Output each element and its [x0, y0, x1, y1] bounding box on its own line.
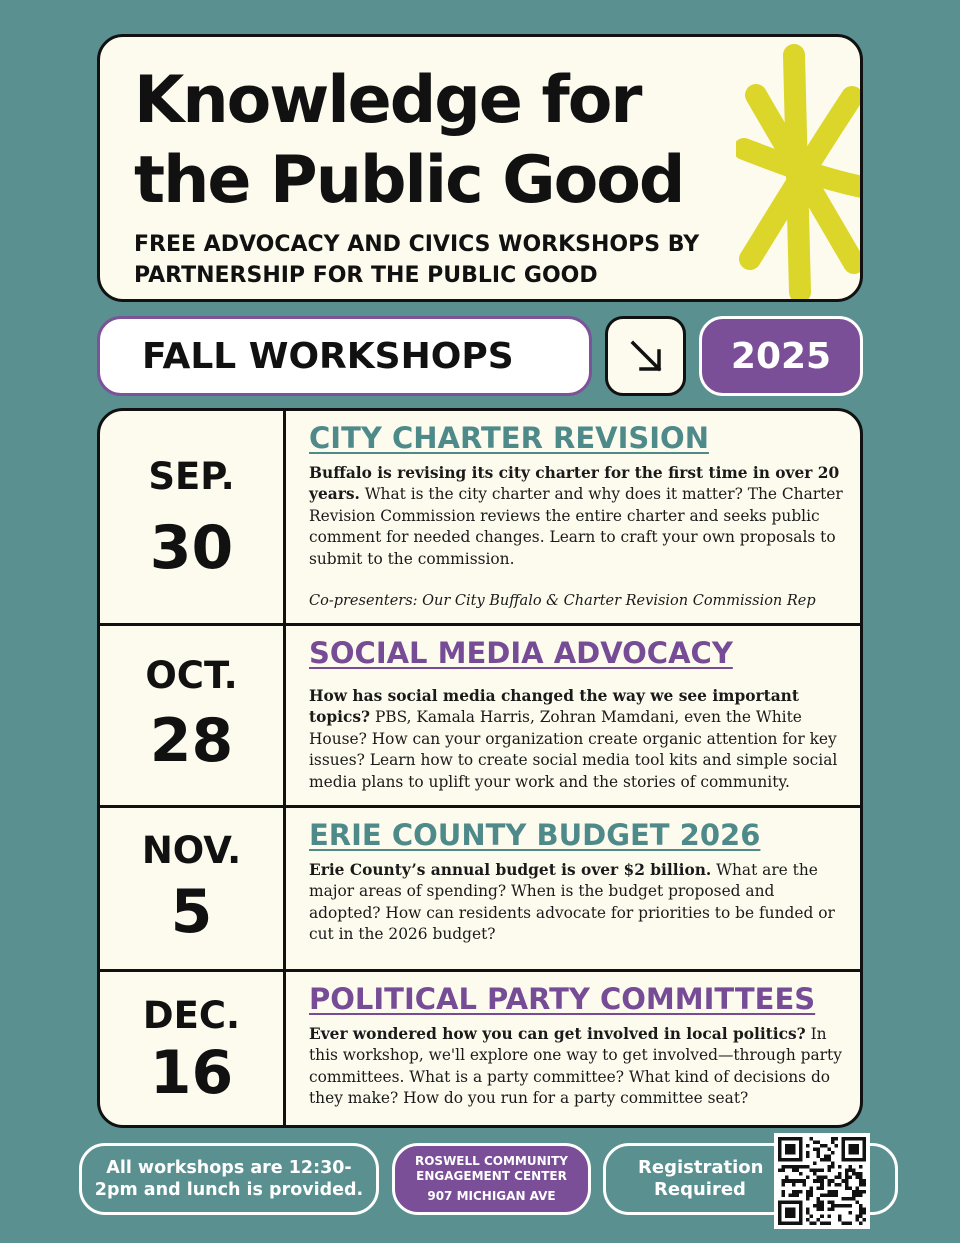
- workshop-title: SOCIAL MEDIA ADVOCACY: [309, 636, 733, 670]
- workshop-title: CITY CHARTER REVISION: [309, 421, 709, 455]
- workshop-body: What is the city charter and why does it matter? The Charter Revision Commission reviews the entire charter and seeks public comment for needed changes. Learn to craft your own proposals to submit to the commission.: [309, 485, 843, 568]
- workshop-lead: How has social media changed the way we see important topics?: [309, 687, 799, 727]
- page-subtitle: FREE ADVOCACY AND CIVICS WORKSHOPS BY PARTNERSHIP FOR THE PUBLIC GOOD: [134, 232, 700, 288]
- workshop-description: [309, 686, 849, 793]
- workshop-body: What are the major areas of spending? When is the budget proposed and adopted? How can residents advocate for priorities to be funded or cut in the 2026 budget?: [309, 861, 835, 944]
- workshop-day: 30: [149, 513, 234, 583]
- location-address: 907 MICHIGAN AVE: [427, 1189, 556, 1203]
- workshop-month: NOV.: [141, 828, 242, 872]
- workshop-lead: Buffalo is revising its city charter for the first time in over 20 years.: [309, 464, 840, 504]
- year-badge: 2025: [699, 316, 863, 396]
- workshop-date: [100, 972, 286, 1128]
- workshop-lead: Ever wondered how you can get involved in local politics?: [309, 1025, 806, 1043]
- header-card: [97, 34, 863, 302]
- qr-code-icon[interactable]: [774, 1133, 870, 1229]
- workshop-info: [309, 419, 849, 611]
- workshop-day: 28: [149, 705, 234, 776]
- workshop-title: ERIE COUNTY BUDGET 2026: [309, 818, 761, 852]
- workshop-month: SEP.: [148, 455, 235, 498]
- arrow-down-right-icon: [629, 339, 663, 373]
- qr-code-pattern: [778, 1137, 866, 1225]
- location-badge: [392, 1143, 591, 1215]
- workshop-copresenters: Co-presenters: Our City Buffalo & Charter Revision Commission Rep: [309, 593, 816, 610]
- workshop-schedule: [97, 408, 863, 1128]
- workshop-day: 5: [170, 876, 213, 947]
- workshop-lead: Erie County’s annual budget is over $2 billion.: [309, 861, 712, 879]
- workshop-month: DEC.: [142, 993, 241, 1037]
- workshop-description: [309, 1024, 849, 1110]
- page-title: Knowledge for the Public Good: [134, 63, 684, 218]
- workshop-month: OCT.: [145, 653, 238, 697]
- workshop-body: In this workshop, we'll explore one way to get involved—through party committees. What is a party committee? What kind of decisions do they make? How do you run for a party committee seat?: [309, 1025, 842, 1108]
- workshop-row: [100, 623, 860, 805]
- workshop-info: [309, 980, 849, 1110]
- workshop-row: [100, 969, 860, 1128]
- workshop-date: [100, 808, 286, 969]
- location-name: ROSWELL COMMUNITY ENGAGEMENT CENTER: [414, 1154, 568, 1183]
- workshop-description: [309, 463, 849, 570]
- workshop-day: 16: [149, 1037, 234, 1108]
- workshop-date: [100, 411, 286, 623]
- workshop-date: [100, 626, 286, 805]
- workshop-info: [309, 816, 849, 946]
- workshop-title: POLITICAL PARTY COMMITTEES: [309, 982, 816, 1016]
- registration-label: Registration Required: [638, 1157, 764, 1200]
- workshop-body: PBS, Kamala Harris, Zohran Mamdani, even the White House? How can your organization create organic attention for key issues? Learn how to create social media tool kits and simple social media plans to uplift your work and the stories of community.: [309, 708, 838, 791]
- time-note: All workshops are 12:30-2pm and lunch is provided.: [79, 1143, 379, 1215]
- season-label: FALL WORKSHOPS: [97, 316, 592, 396]
- workshop-row: [100, 805, 860, 969]
- workshop-row: [100, 411, 860, 623]
- arrow-button[interactable]: [605, 316, 686, 396]
- workshop-description: [309, 860, 849, 946]
- workshop-info: [309, 634, 849, 793]
